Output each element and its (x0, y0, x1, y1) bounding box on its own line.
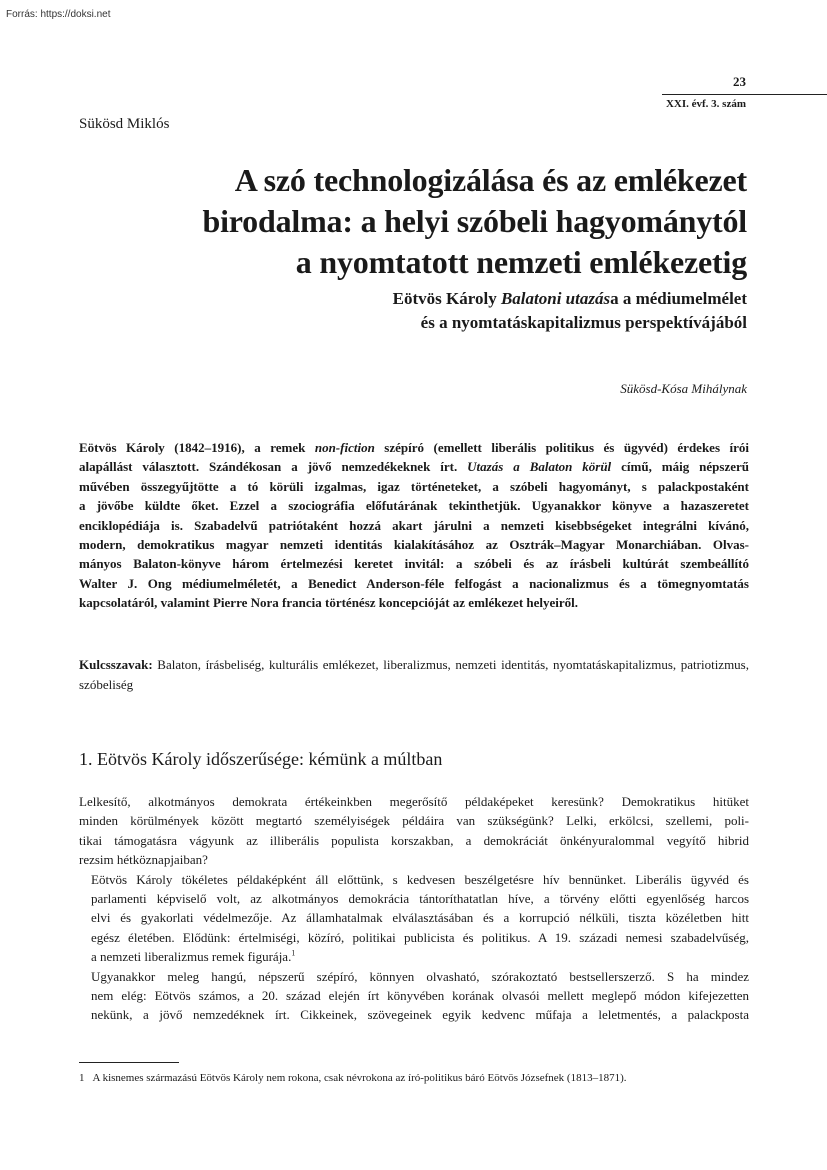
author-name: Sükösd Miklós (79, 116, 170, 132)
abstract-line: kapcsolatáról, valamint Pierre Nora francia történész koncepcióját az emlékezet helyeiről. (79, 595, 579, 611)
body-line: Ugyanakkor meleg hangú, népszerű szépíró, könnyen olvasható, szórakoztató bestsellerszerző. S ha mindez (91, 968, 749, 984)
abstract-line: modern, demokratikus magyar nemzeti identitás kialakításához az Osztrák–Magyar Monarchiában. Olvas- (79, 537, 749, 553)
subtitle-text: Eötvös Károly (392, 289, 501, 308)
body-line: tikai támogatásra vágyunk az illiberális populista korszakban, a demokráciát önkényuralommal vegyítő hibrid (79, 832, 749, 848)
keywords-label: Kulcsszavak: (79, 657, 153, 672)
abstract-line (79, 457, 749, 476)
footnote-number: 1 (79, 1072, 85, 1084)
abstract-text: szépíró (emellett liberális politikus és ügyvéd) érdekes írói (374, 440, 749, 455)
footnote-rule (79, 1062, 179, 1063)
abstract-line (79, 438, 749, 457)
dedication: Sükösd-Kósa Mihálynak (620, 381, 747, 396)
abstract-text: alapállást választott. Szándékosan a jövő nemzedékeknek írt. (79, 459, 468, 475)
body-line: nekünk, a jövő nemzedéknek írt. Cikkeinek, szövegeinek egyik kedvenc műfaja a leletmentés, a palackposta (91, 1007, 749, 1023)
article-subtitle (79, 287, 747, 335)
keywords-text: Balaton, írásbeliség, kulturális emlékezet, liberalizmus, nemzeti identitás, nyomtatáskapitalizmus, patriotizmus, szóbeliség (79, 657, 749, 692)
body-line: parlamenti képviselő volt, az alkotmányos demokrácia tántoríthatatlan híve, a törvény előtti egyenlőség harcos (91, 891, 749, 907)
body-line: Lelkesítő, alkotmányos demokrata értékeinkben megerősítő példaképeket keresünk? Demokratikus hitüket (79, 794, 749, 809)
abstract-line: művében összegyűjtötte a tó körüli izgalmas, igaz történeteket, a szóbeli hagyományt, s palackpostaként (79, 478, 749, 494)
body-line: elvi és gyakorlati védelmezője. Az államhatalmak elválasztásában és a korrupció nélküli, tiszta közéletben hitt (91, 910, 749, 926)
abstract-italic: non-fiction (314, 440, 375, 455)
abstract-text: című, máig népszerű (611, 459, 749, 475)
article-title (79, 160, 747, 283)
subtitle-text: a a médiumelmélet (610, 289, 747, 308)
header-rule (662, 94, 827, 95)
abstract (79, 438, 749, 613)
abstract-text: Eötvös Károly (1842–1916), a remek (79, 440, 315, 455)
abstract-line: Walter J. Ong médiumelméletét, a Benedict Anderson-féle felfogást a nacionalizmus és a tömegnyomtatás (79, 575, 749, 591)
body-text-span: a nemzeti liberalizmus remek figurája. (91, 949, 292, 965)
paragraph (79, 792, 749, 870)
body-line: nem elég: Eötvös számos, a 20. század elején írt könyvében korának olvasói mellett meglepő módon kifejezetten (91, 988, 749, 1004)
title-line: birodalma: a helyi szóbeli hagyománytól (202, 203, 747, 239)
body-text (79, 792, 749, 1025)
body-line (79, 947, 749, 966)
issue-label: XXI. évf. 3. szám (665, 98, 746, 110)
title-line: a nyomtatott nemzeti emlékezetig (295, 244, 747, 280)
abstract-line: mányos Balaton-könyve három értelmezési keretet invitál: a szóbeli és az írásbeli kultúrát szembeállító (79, 556, 749, 572)
body-line: minden körülmények között megtartó személyiségek példáira van szükségünk? Lelki, erkölcsi, szellemi, poli- (79, 813, 749, 829)
paragraph (79, 967, 749, 1025)
footnote (79, 1072, 626, 1084)
body-line: Eötvös Károly tökéletes példaképként áll előttünk, s kedvesen beszélgetésre hív bennünket. Liberális ügyvéd és (91, 871, 749, 887)
footnote-text: A kisnemes származású Eötvös Károly nem rokona, csak névrokona az író-politikus báró Eötvös Józsefnek (1813–1871). (92, 1072, 627, 1084)
footnote-reference[interactable]: 1 (291, 948, 296, 958)
body-line: rezsim hétköznapjaiban? (79, 852, 208, 868)
page-number: 23 (733, 74, 746, 89)
body-line: egész életében. Elődünk: értelmiségi, közíró, politikai publicista és politikus. A 19. századi nemesi szabadelvűség, (91, 929, 749, 945)
abstract-italic: Utazás a Balaton körül (467, 459, 612, 475)
subtitle-text: és a nyomtatáskapitalizmus perspektívájából (420, 313, 747, 332)
abstract-line: enciklopédiája is. Szabadelvű patriótaként hozzá akart járulni a nemzeti kisebbségeket integrálni kívánó, (79, 517, 749, 533)
source-watermark: Forrás: https://doksi.net (6, 9, 111, 20)
paragraph (79, 870, 749, 967)
subtitle-book-title: Balatoni utazás (500, 289, 611, 308)
keywords (79, 655, 749, 695)
abstract-line: a jövőbe küldte őket. Ezzel a szociográfia előfutárának tekinthetjük. Ugyanakkor könyve a hazaszeretet (79, 498, 749, 514)
section-heading: 1. Eötvös Károly időszerűsége: kémünk a múltban (79, 749, 443, 769)
title-line: A szó technologizálása és az emlékezet (234, 162, 747, 198)
